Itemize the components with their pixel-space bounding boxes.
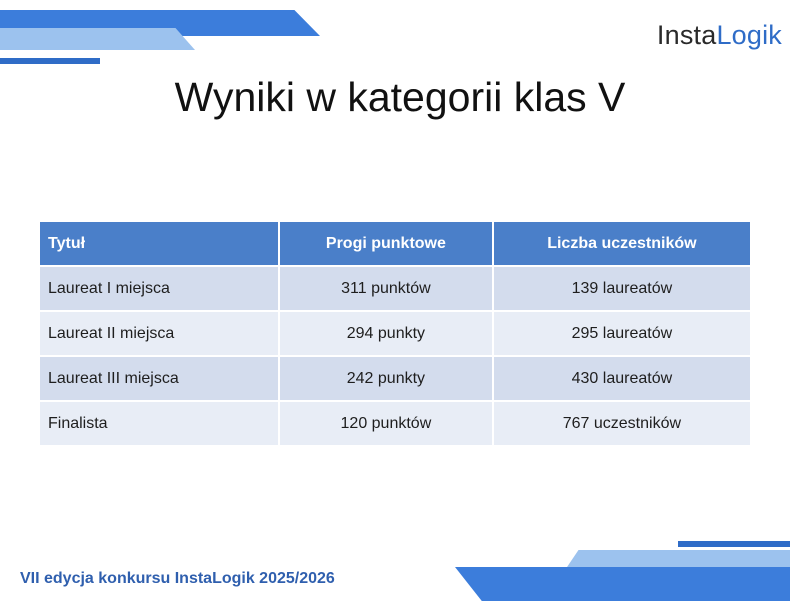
- table-cell-participants: 295 laureatów: [494, 310, 750, 355]
- table-header-participants: Liczba uczestników: [494, 222, 750, 265]
- decorative-stripe-bottom-thin: [678, 541, 790, 547]
- brand-logo-part2: Logik: [716, 20, 782, 50]
- brand-logo-part1: Insta: [656, 20, 717, 50]
- results-table: [40, 222, 750, 445]
- table-cell-title: Laureat I miejsca: [40, 265, 280, 310]
- table-header-thresholds: Progi punktowe: [280, 222, 494, 265]
- table-header-row: [40, 222, 750, 265]
- table-cell-title: Laureat III miejsca: [40, 355, 280, 400]
- slide-title: Wyniki w kategorii klas V: [174, 74, 626, 120]
- table-cell-threshold: 294 punkty: [280, 310, 494, 355]
- table-cell-title: Finalista: [40, 400, 280, 445]
- decorative-stripe-bottom: [455, 567, 790, 601]
- table-cell-threshold: 242 punkty: [280, 355, 494, 400]
- table-row: [40, 310, 750, 355]
- slide-footer: VII edycja konkursu InstaLogik 2025/2026: [20, 570, 335, 587]
- table-cell-participants: 139 laureatów: [494, 265, 750, 310]
- table-cell-participants: 767 uczestników: [494, 400, 750, 445]
- table-row: [40, 400, 750, 445]
- table-cell-threshold: 311 punktów: [280, 265, 494, 310]
- table-header-title: Tytuł: [40, 222, 280, 265]
- decorative-stripe-top-thin: [0, 58, 100, 64]
- table-cell-threshold: 120 punktów: [280, 400, 494, 445]
- table-cell-title: Laureat II miejsca: [40, 310, 280, 355]
- decorative-stripe-top-light: [0, 28, 195, 50]
- table-row: [40, 265, 750, 310]
- table-row: [40, 355, 750, 400]
- table-cell-participants: 430 laureatów: [494, 355, 750, 400]
- brand-logo: [657, 20, 782, 51]
